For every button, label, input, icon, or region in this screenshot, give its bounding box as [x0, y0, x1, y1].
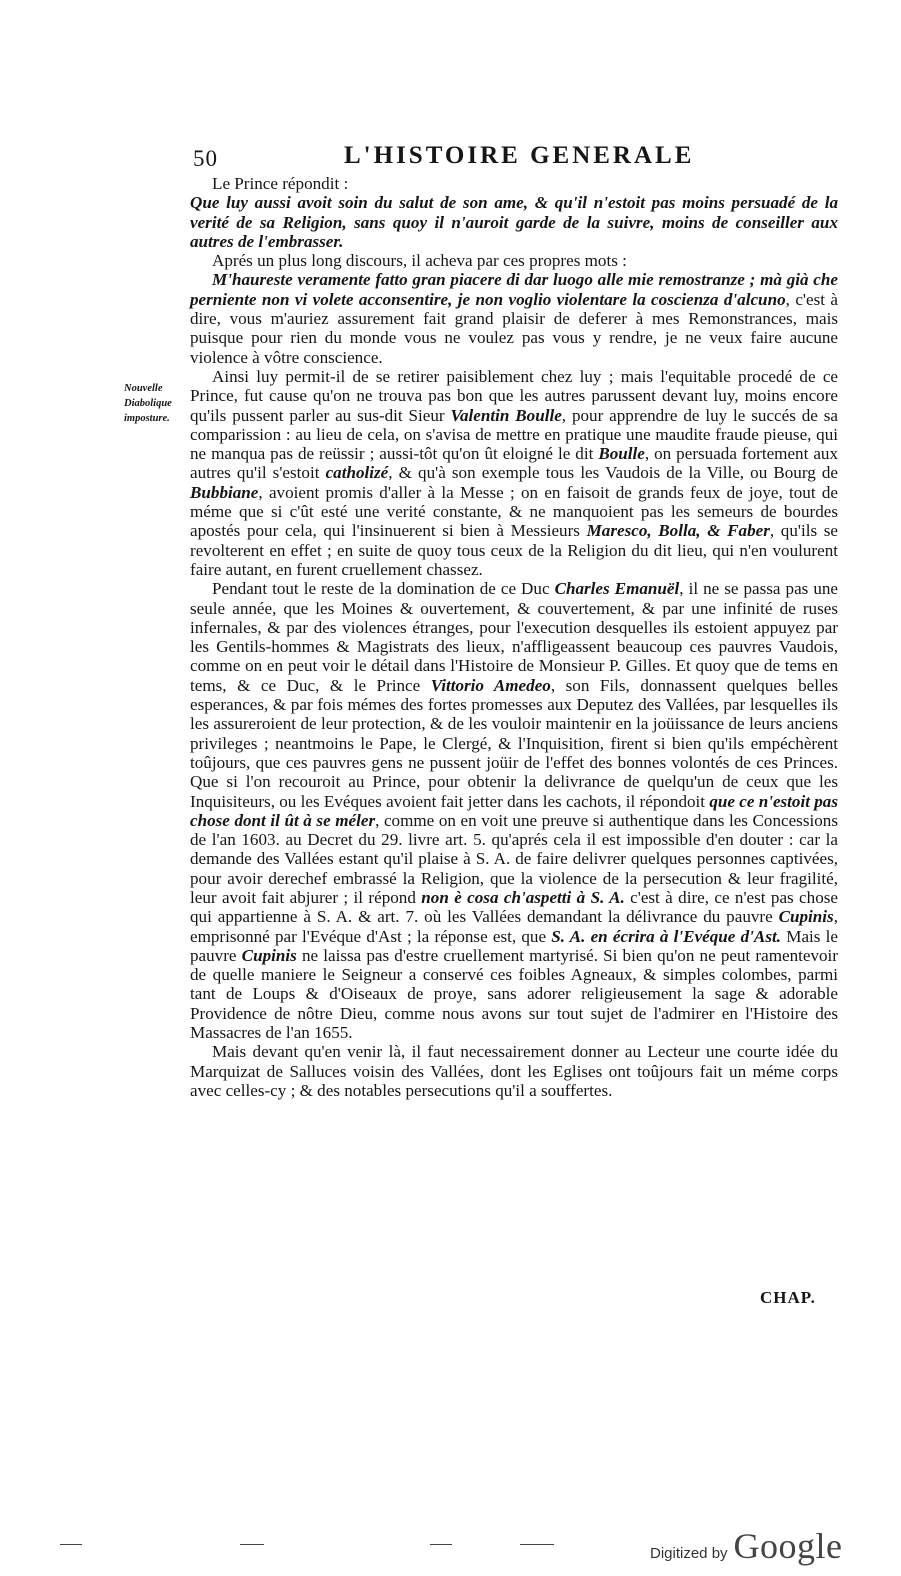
catchword: CHAP.: [760, 1288, 816, 1307]
page-number: 50: [193, 146, 218, 171]
person-name: Valentin Boulle: [450, 405, 562, 425]
place-name: Bubbiane: [190, 482, 259, 502]
text-run: , comme on en voit une preuve si authentique dans les Concessions de l'an 1603. au Decret du 29. livre art. 5. qu'aprés cela il est impossible d'en douter : car la demande des Vallées estant qu'il plaise à S. A. de faire delivrer quelques personnes captivées, pour avoir derechef embrassé la Religion, que la violence de la persecution & leur fragilité, leur avoit fait abjurer ; il répond: [190, 810, 838, 907]
paragraph-domination: [190, 579, 838, 1042]
person-name: Cupinis: [778, 907, 834, 927]
margin-note-line-2: Diabolique: [124, 398, 172, 409]
body-text: [190, 174, 838, 1100]
scan-mark: [520, 1544, 554, 1545]
person-name: Cupinis: [241, 945, 297, 965]
scan-mark: [430, 1544, 452, 1545]
text-run: , qu'ils se revolterent en effet ; en suite de quoy tous ceux de la Religion du dit lieu, qui n'en voulurent faire autant, en furent cruellement chassez.: [190, 521, 838, 579]
person-name: Charles Emanuël: [554, 579, 680, 599]
quote-prince-reply: Que luy aussi avoit soin du salut de son ame, & qu'il n'estoit pas moins persuadé de la verité de sa Religion, sans quoy il n'auroit garde de la suivre, moins de conseiller aux autres de l'embrasser.: [190, 193, 838, 251]
text-run: c'est à dire, ce n'est pas chose qui appartienne à S. A. & art. 7. où les Vallées demandant la délivrance du pauvre: [190, 887, 838, 927]
quote-translation: , c'est à dire, vous m'auriez assurement fait grand plaisir de deferer à mes Remonstrances, mais puisque pour rien du monde vous ne voulez pas vous y rendre, je ne veux faire aucune violence à vôtre conscience.: [190, 289, 838, 367]
margin-note-line-1: Nouvelle: [124, 383, 163, 394]
text-run: , on persuada fortement aux autres qu'il s'estoit: [190, 444, 838, 483]
scan-mark: [240, 1544, 264, 1545]
text-run: , & qu'à son exemple tous les Vaudois de la Ville, ou Bourg de: [388, 463, 839, 483]
text-run: , son Fils, donnassent quelques belles esperances, & par fois mémes des fortes promesses aux Deputez des Vallées, par lesquelles ils les assureroient de leur protection, & de les vouloir maintenir en la joüissance de leurs anciens privileges ; neantmoins le Pape, le Clergé, & l'Inquisition, firent si bien qu'ils empéchèrent toûjours, que ces pauvres gens ne pussent joüir de l'effet des bonnes volontés de ces Princes. Que si l'on recouroit au Prince, pour obtenir la delivrance de quelqu'un de ceux que les Inquisiteurs, ou les Evéques avoient fait jetter dans les cachots, il répondoit: [190, 675, 838, 811]
text-run: ne laissa pas d'estre cruellement martyrisé. Si bien qu'on ne peut ramentevoir de quelle maniere le Seigneur a conservé ces foibles Agneaux, & simples colombes, parmi tant de Loups & d'Oiseaux de proye, sans adorer religieusement la sage & adorable Providence de nôtre Dieu, comme nous avons sur tout sujet de l'admirer en l'Histoire des Massacres de l'an 1655.: [190, 945, 838, 1043]
paragraph-longer-discourse: Aprés un plus long discours, il acheva par ces propres mots :: [212, 251, 627, 271]
quoted-reply: non è cosa ch'aspetti à S. A.: [421, 887, 625, 907]
quoted-reply: S. A. en écrira à l'Evéque d'Ast.: [551, 926, 782, 946]
margin-note: [124, 381, 190, 426]
text-run: , il ne se passa pas une seule année, que les Moines & ouvertement, & couvertement, & par une infinité de ruses infernales, & par des violences étranges, pour l'execution desquelles ils estoient appuyez par les Gentils-hommes & Magistrats des lieux, n'affligeassent beaucoup ces pauvres Vaudois, comme on en peut voir le détail dans l'Histoire de Monsieur P. Gilles. Et quoy que de tems en tems, & ce Duc, & le Prince: [190, 579, 839, 695]
text-run: , avoient promis d'aller à la Messe ; on en faisoit de grands feux de joye, tout de méme que si c'ût esté une verité constante, & ne manquoient pas les semeurs de bourdes apostés pour cela, qui l'insinuerent si bien à Messieurs: [190, 482, 838, 541]
text-run: Mais le pauvre: [190, 926, 839, 965]
person-name: Boulle: [598, 444, 645, 464]
margin-note-line-3: imposture.: [124, 413, 170, 424]
person-names: Maresco, Bolla, & Faber: [586, 521, 770, 541]
quoted-reply: que ce n'estoit pas chose dont il ût à se méler: [190, 791, 838, 830]
digitized-by-google: [650, 1525, 843, 1567]
running-title: L'HISTOIRE GENERALE: [344, 142, 695, 169]
person-name: Vittorio Amedeo: [430, 675, 551, 695]
paragraph-fraud: [190, 367, 838, 579]
emphasized-word: catholizé: [325, 463, 389, 483]
italian-quote: M'haureste veramente fatto gran piacere di dar luogo alle mie remostranze ; mà già che perniente non vi volete acconsentire, je non voglio violentare la coscienza d'alcuno: [190, 270, 838, 309]
google-logo: Google: [733, 1526, 843, 1566]
text-run: Ainsi luy permit-il de se retirer paisiblement chez luy ; mais l'equitable procedé de ce Prince, fut cause qu'on ne trouva pas bon que les autres parussent devant luy, moins encore qu'ils pussent parler au sus-dit Sieur: [190, 366, 838, 425]
text-run: , pour apprendre de luy le succés de sa comparission : au lieu de cela, on s'avisa de mettre en pratique une maudite fraude pieuse, qui ne manqua pas de reüssir ; aussi-tôt qu'on ût eloigné le dit: [190, 405, 838, 464]
digitized-label: Digitized by: [650, 1545, 728, 1562]
paragraph-marquisate: Mais devant qu'en venir là, il faut necessairement donner au Lecteur une courte idée du Marquizat de Salluces voisin des Vallées, dont les Eglises ont toûjours fait un méme corps avec celles-cy ; & des notables persecutions qu'il a souffertes.: [190, 1042, 838, 1100]
paragraph-italian-quote: [190, 270, 838, 366]
scan-mark: [60, 1544, 82, 1545]
text-run: , emprisonné par l'Evéque d'Ast ; la réponse est, que: [190, 907, 838, 946]
text-run: Pendant tout le reste de la domination de ce Duc: [212, 579, 555, 599]
paragraph-prince-replied: Le Prince répondit :: [212, 174, 349, 193]
